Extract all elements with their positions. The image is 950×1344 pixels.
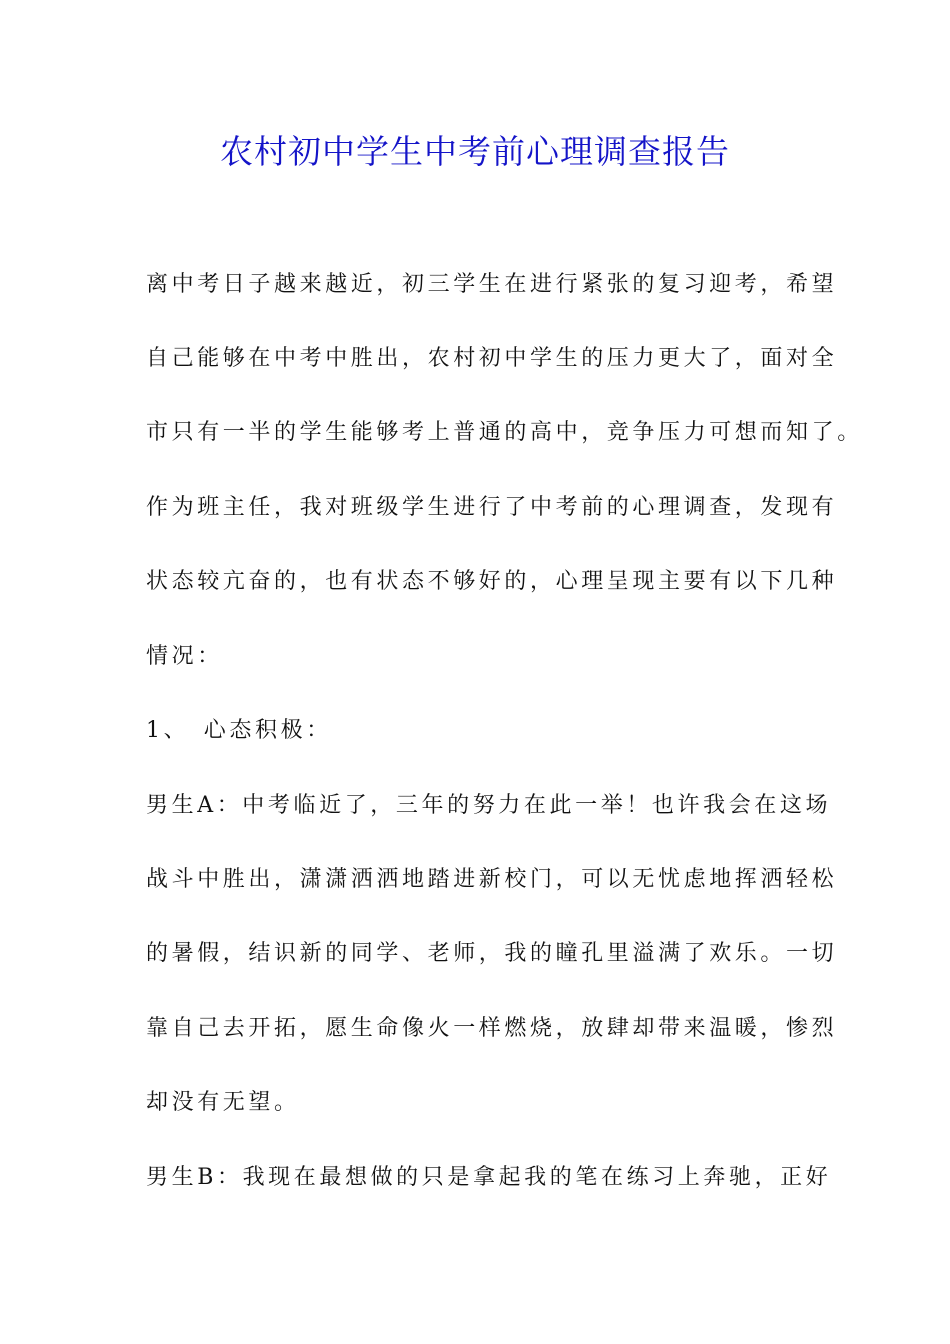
paragraph-line: 作为班主任，我对班级学生进行了中考前的心理调查，发现有 bbox=[146, 495, 838, 520]
paragraph-line: 的暑假，结识新的同学、老师，我的瞳孔里溢满了欢乐。一切 bbox=[146, 941, 838, 966]
section-heading: 1、 心态积极： bbox=[146, 718, 332, 743]
paragraph-line: 靠自己去开拓，愿生命像火一样燃烧，放肆却带来温暖，惨烈 bbox=[146, 1016, 838, 1041]
paragraph-line: 男生B：我现在最想做的只是拿起我的笔在练习上奔驰，正好 bbox=[146, 1165, 832, 1190]
paragraph-line: 却没有无望。 bbox=[146, 1090, 300, 1115]
document-title: 农村初中学生中考前心理调查报告 bbox=[220, 132, 730, 171]
paragraph-line: 状态较亢奋的，也有状态不够好的，心理呈现主要有以下几种 bbox=[146, 569, 838, 594]
paragraph-line: 战斗中胜出，潇潇洒洒地踏进新校门，可以无忧虑地挥洒轻松 bbox=[146, 867, 838, 892]
paragraph-line: 男生A：中考临近了，三年的努力在此一举！也许我会在这场 bbox=[146, 793, 832, 818]
paragraph-line: 离中考日子越来越近，初三学生在进行紧张的复习迎考，希望 bbox=[146, 272, 838, 297]
paragraph-line: 情况： bbox=[146, 644, 223, 669]
paragraph-line: 市只有一半的学生能够考上普通的高中，竞争压力可想而知了。 bbox=[146, 420, 863, 445]
paragraph-line: 自己能够在中考中胜出，农村初中学生的压力更大了，面对全 bbox=[146, 346, 838, 371]
